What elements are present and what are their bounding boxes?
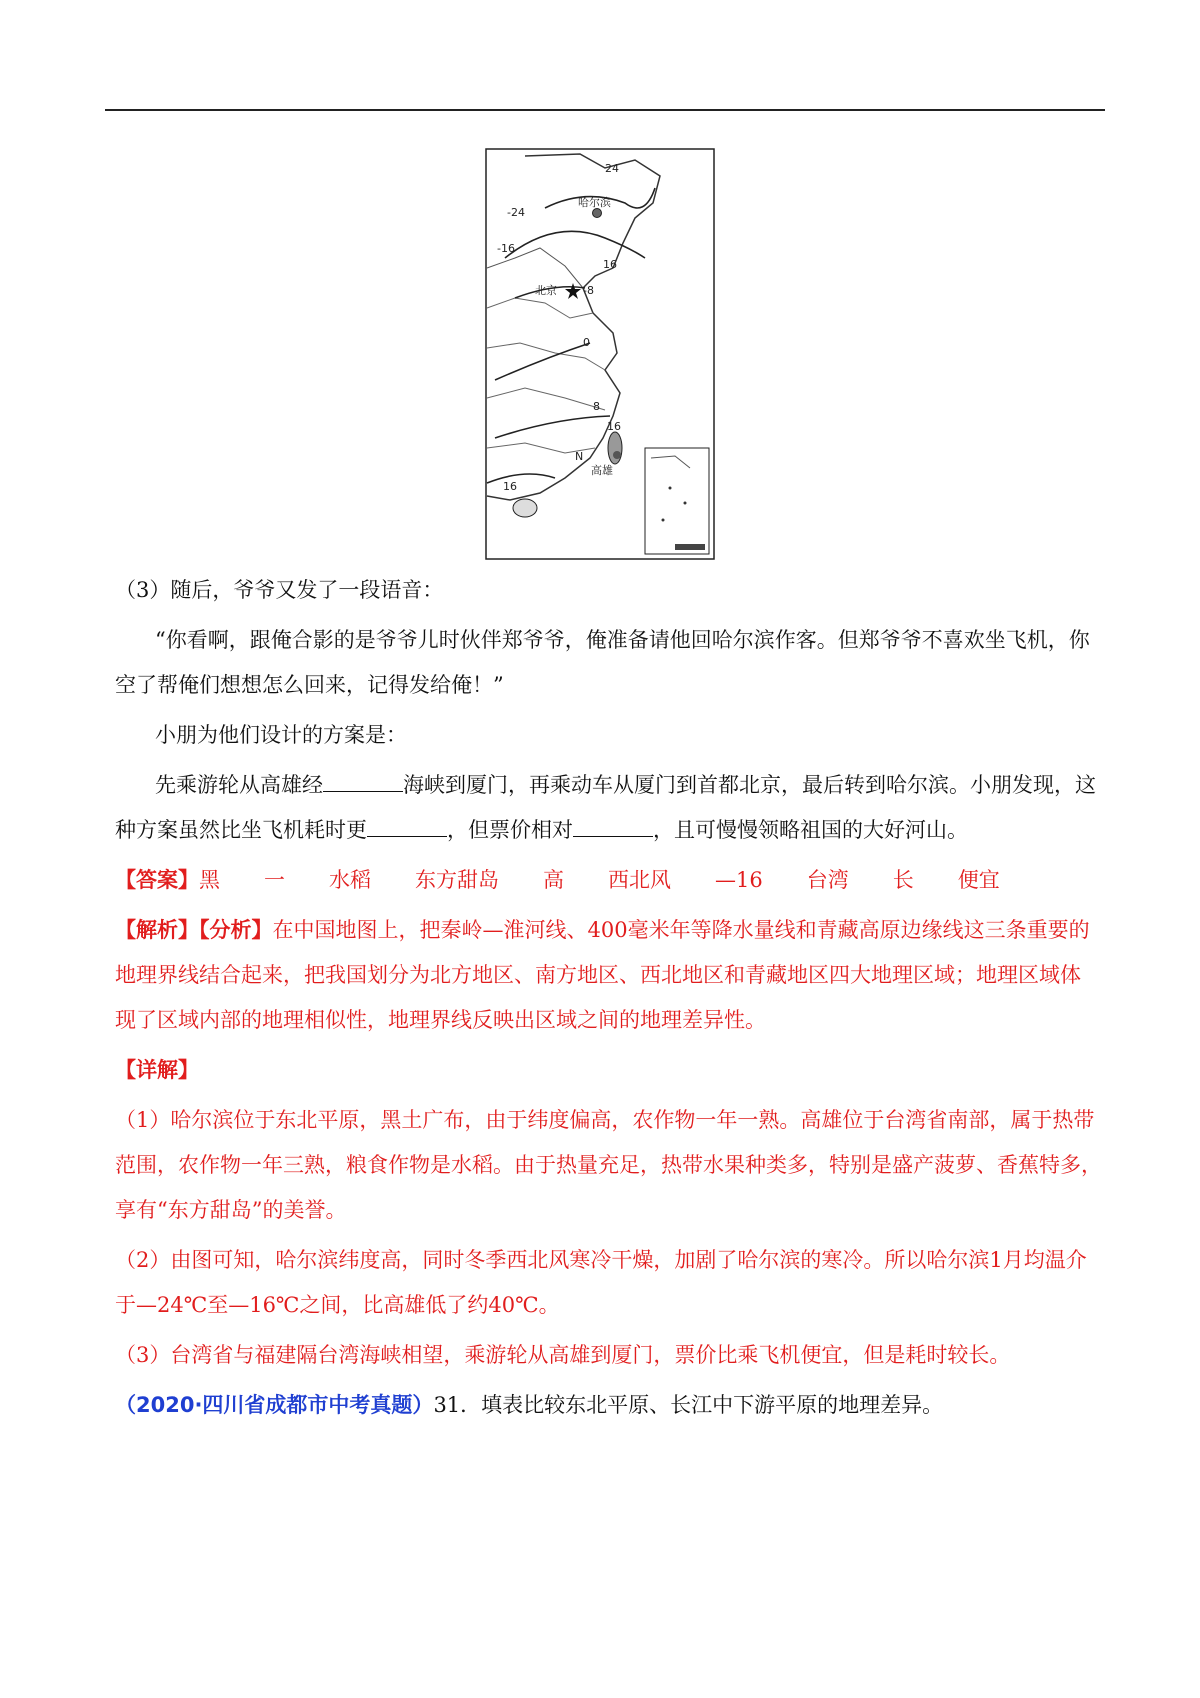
iso-label-n: N — [575, 450, 584, 463]
china-isotherm-map — [485, 148, 715, 560]
detail-p1-line-3: 享有“东方甜岛”的美誉。 — [115, 1198, 347, 1222]
detail-p2-line-2: 于—24℃至—16℃之间，比高雄低了约40℃。 — [115, 1293, 560, 1317]
plan-intro: 小朋为他们设计的方案是： — [155, 723, 407, 747]
city-label-kaohsiung: 高雄 — [591, 464, 613, 477]
detail-p2-line-1: （2）由图可知，哈尔滨纬度高，同时冬季西北风寒冷干燥，加剧了哈尔滨的寒冷。所以哈尔滨1月均温介 — [115, 1248, 1087, 1272]
plan-line-2 — [115, 815, 968, 845]
iso-label-neg16-east: 16 — [603, 258, 617, 271]
iso-label-neg24-top: 24 — [605, 162, 619, 175]
iso-label-neg8: -8 — [583, 284, 594, 297]
next-question-text: 31．填表比较东北平原、长江中下游平原的地理差异。 — [433, 1393, 944, 1417]
blank-time — [367, 816, 447, 837]
analysis-line-3: 现了区域内部的地理相似性，地理界线反映出区域之间的地理差异性。 — [115, 1008, 766, 1032]
iso-label-0: 0 — [583, 336, 590, 349]
blank-price — [573, 816, 653, 837]
iso-label-8: 8 — [593, 400, 600, 413]
iso-label-16-east: 16 — [607, 420, 621, 433]
plan-line-2-b: ，但票价相对 — [447, 818, 573, 842]
quote-line-1: “你看啊，跟俺合影的是爷爷儿时伙伴郑爷爷，俺准备请他回哈尔滨作客。但郑爷爷不喜欢坐飞机，你 — [155, 628, 1090, 652]
answer-label: 【答案】 — [115, 867, 199, 892]
city-label-harbin: 哈尔滨 — [578, 196, 611, 209]
answer-item: 台湾 — [806, 868, 849, 892]
answer-item: 长 — [892, 868, 914, 892]
plan-line-1-b: 海峡到厦门，再乘动车从厦门到首都北京，最后转到哈尔滨。小朋发现，这 — [403, 773, 1096, 797]
answer-item: 西北风 — [608, 868, 671, 892]
question3-heading: （3）随后，爷爷又发了一段语音： — [115, 578, 444, 602]
blank-strait — [323, 771, 403, 792]
analysis-label: 【解析】【分析】 — [115, 917, 273, 942]
plan-line-1-a: 先乘游轮从高雄经 — [155, 773, 323, 797]
analysis-line-1 — [115, 915, 1090, 945]
plan-line-2-c: ，且可慢慢领略祖国的大好河山。 — [653, 818, 968, 842]
answer-item: 便宜 — [957, 868, 1000, 892]
iso-label-neg16-west: -16 — [497, 242, 515, 255]
answer-item: 黑 — [199, 868, 220, 892]
detail-label: 【详解】 — [115, 1057, 199, 1082]
answer-items — [199, 868, 1044, 892]
detail-p1-line-1: （1）哈尔滨位于东北平原，黑土广布，由于纬度偏高，农作物一年一熟。高雄位于台湾省南部，属于热带 — [115, 1108, 1095, 1132]
city-label-beijing: 北京 — [535, 284, 557, 297]
iso-label-neg24: -24 — [507, 206, 525, 219]
plan-line-2-a: 种方案虽然比坐飞机耗时更 — [115, 818, 367, 842]
quote-line-2: 空了帮俺们想想怎么回来，记得发给俺！” — [115, 673, 504, 697]
next-question — [115, 1390, 943, 1420]
answer-item: 高 — [543, 868, 564, 892]
answer-item: 一 — [264, 868, 285, 892]
next-question-source: （2020·四川省成都市中考真题） — [115, 1393, 434, 1417]
plan-line-1 — [155, 770, 1096, 800]
answer-item: 东方甜岛 — [415, 868, 499, 892]
analysis-line-2: 地理界线结合起来，把我国划分为北方地区、南方地区、西北地区和青藏地区四大地理区域；地理区域体 — [115, 963, 1081, 987]
answer-item: 水稻 — [329, 868, 371, 892]
analysis-text-1: 在中国地图上，把秦岭—淮河线、400毫米年等降水量线和青藏高原边缘线这三条重要的 — [272, 918, 1090, 942]
detail-p3-line-1: （3）台湾省与福建隔台湾海峡相望，乘游轮从高雄到厦门，票价比乘飞机便宜，但是耗时较长。 — [115, 1343, 1011, 1367]
detail-p1-line-2: 范围，农作物一年三熟，粮食作物是水稻。由于热量充足，热带水果种类多，特别是盛产菠萝、香蕉特多， — [115, 1153, 1102, 1177]
iso-label-16-south: 16 — [503, 480, 517, 493]
answer-item: —16 — [715, 868, 763, 892]
answer-line — [115, 865, 1044, 895]
header-rule — [105, 109, 1105, 111]
